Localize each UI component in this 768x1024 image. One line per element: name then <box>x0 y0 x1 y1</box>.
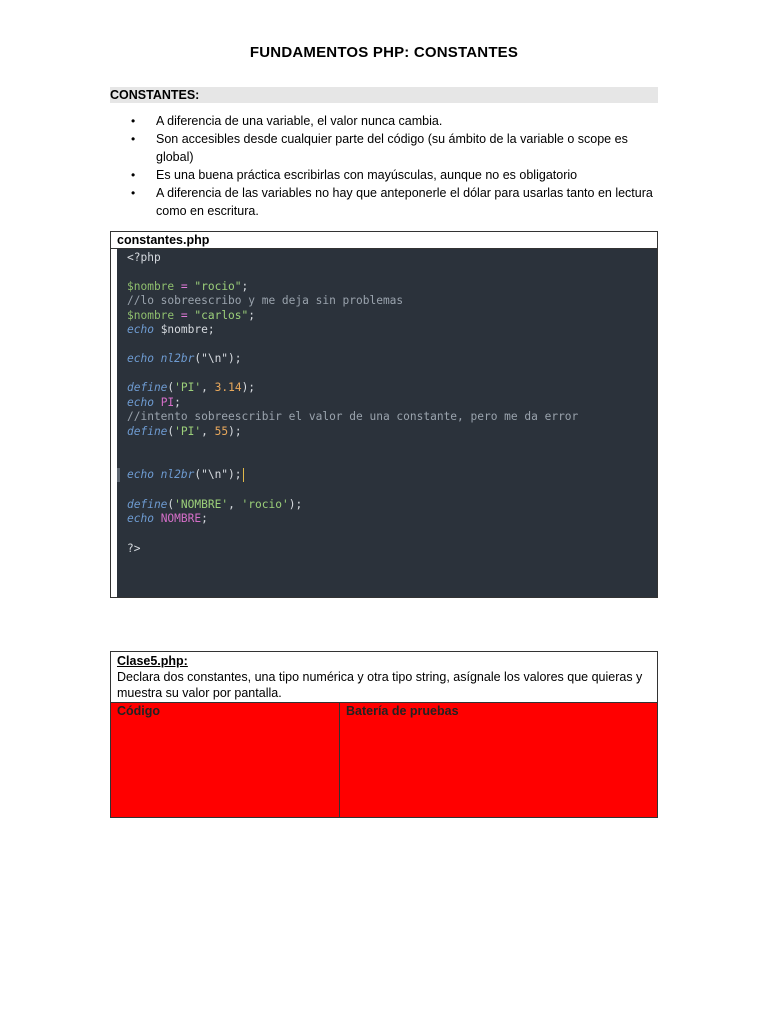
bullet-icon: • <box>131 132 136 146</box>
list-item <box>110 130 658 166</box>
exercise-statement <box>111 652 657 703</box>
code-editor-screenshot <box>111 249 657 597</box>
code-line: define('PI', 3.14); <box>127 381 256 394</box>
bullet-text: A diferencia de las variables no hay que anteponerle el dólar para usarlas tanto en lectura como en escritura. <box>156 186 653 218</box>
tests-column-header: Batería de pruebas <box>346 704 459 718</box>
exercise-text: Declara dos constantes, una tipo numérica y otra tipo string, asígnale los valores que quieras y muestra su valor por pantalla. <box>117 670 643 700</box>
bullet-text: A diferencia de una variable, el valor nunca cambia. <box>156 114 443 128</box>
bullet-list <box>110 112 658 220</box>
code-line: echo PI; <box>127 396 181 409</box>
code-area <box>117 249 657 597</box>
code-line: $nombre = "carlos"; <box>127 309 256 322</box>
list-item <box>110 184 658 220</box>
code-line: echo nl2br("\n"); <box>127 352 242 365</box>
code-example-box <box>110 231 658 598</box>
page-title: FUNDAMENTOS PHP: CONSTANTES <box>249 44 519 61</box>
bullet-icon: • <box>131 168 136 182</box>
code-line: <?php <box>127 251 161 264</box>
text-cursor <box>243 468 244 482</box>
bullet-text: Es una buena práctica escribirlas con mayúsculas, aunque no es obligatorio <box>156 168 578 182</box>
code-filename: constantes.php <box>111 232 657 249</box>
active-line-marker <box>117 468 120 482</box>
code-line: ?> <box>127 542 141 555</box>
list-item <box>110 166 658 184</box>
exercise-label: Clase5.php: <box>117 654 188 668</box>
code-line: define('PI', 55); <box>127 425 242 438</box>
code-line: //lo sobreescribo y me deja sin problemas <box>127 294 404 307</box>
list-item <box>110 112 658 130</box>
exercise-table <box>110 651 658 818</box>
code-line: define('NOMBRE', 'rocio'); <box>127 498 303 511</box>
section-heading: CONSTANTES: <box>110 87 658 103</box>
bullet-icon: • <box>131 114 136 128</box>
code-line: $nombre = "rocio"; <box>127 280 249 293</box>
code-line: echo nl2br("\n"); <box>127 468 242 481</box>
bullet-icon: • <box>131 186 136 200</box>
exercise-answer-grid <box>111 703 657 817</box>
bullet-text: Son accesibles desde cualquier parte del código (su ámbito de la variable o scope es global) <box>156 132 628 164</box>
code-line: //intento sobreescribir el valor de una constante, pero me da error <box>127 410 579 423</box>
code-column-header: Código <box>111 703 340 817</box>
code-line: echo NOMBRE; <box>127 512 208 525</box>
code-line: echo $nombre; <box>127 323 215 336</box>
